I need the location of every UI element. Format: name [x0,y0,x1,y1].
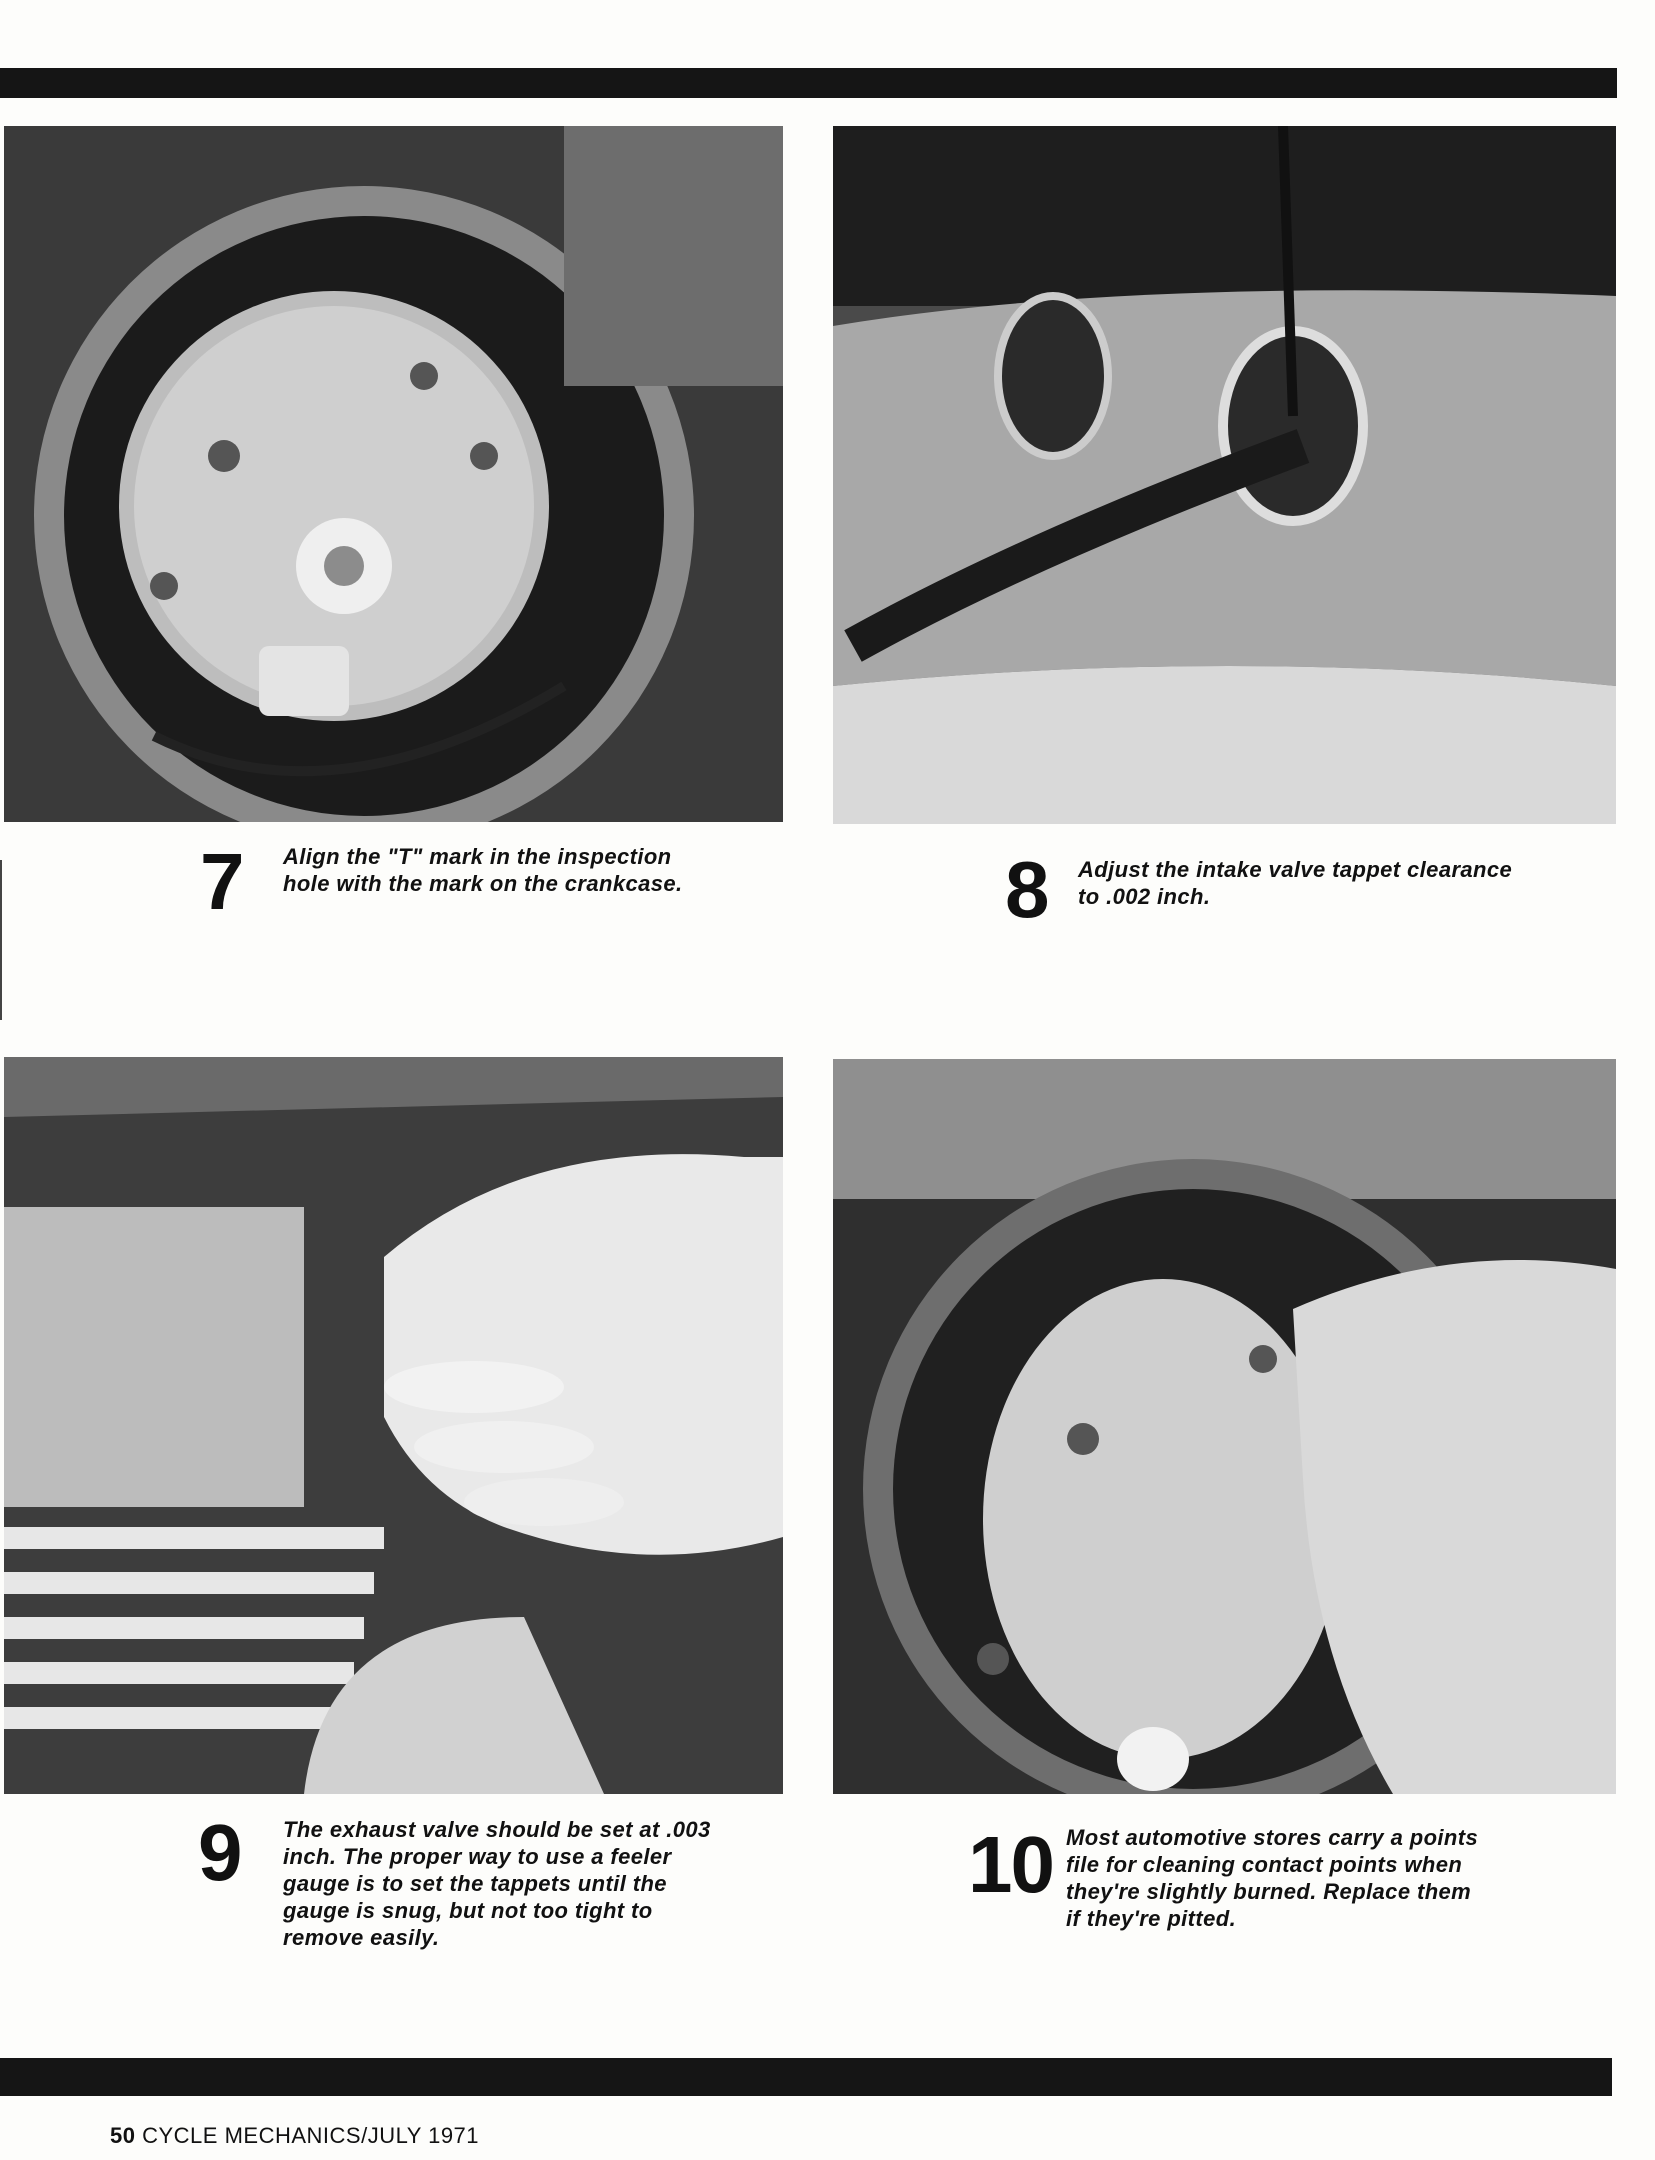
photo-feeler-gauge [4,1057,783,1794]
valve-tappet-photo-icon [833,126,1616,824]
page-number: 50 [110,2123,136,2148]
photo-valve-tappet [833,126,1616,824]
feeler-gauge-photo-icon [4,1057,783,1794]
margin-mark [0,860,2,1020]
publication-line: CYCLE MECHANICS/JULY 1971 [142,2123,480,2148]
points-file-photo-icon [833,1059,1616,1794]
step-caption: Adjust the intake valve tappet clearance to .002 inch. [1078,857,1513,909]
step-caption: Align the "T" mark in the inspection hole with the mark on the crankcase. [283,844,683,896]
step-number: 9 [198,1808,241,1897]
photo-ignition-points [4,126,783,822]
step-caption: The exhaust valve should be set at .003 inch. The proper way to use a feeler gauge is to set the tappets until the gauge is snug, but not too tight to remove easily. [283,1817,711,1950]
bottom-rule [0,2058,1612,2096]
ignition-points-photo-icon [4,126,783,822]
step-number: 7 [200,837,243,926]
step-number: 10 [968,1820,1053,1909]
page-footer [110,2123,479,2149]
photo-points-file [833,1059,1616,1794]
step-caption: Most automotive stores carry a points file for cleaning contact points when they're slightly burned. Replace them if they're pitted. [1066,1825,1479,1931]
top-rule [0,68,1617,98]
step-number: 8 [1005,845,1048,934]
